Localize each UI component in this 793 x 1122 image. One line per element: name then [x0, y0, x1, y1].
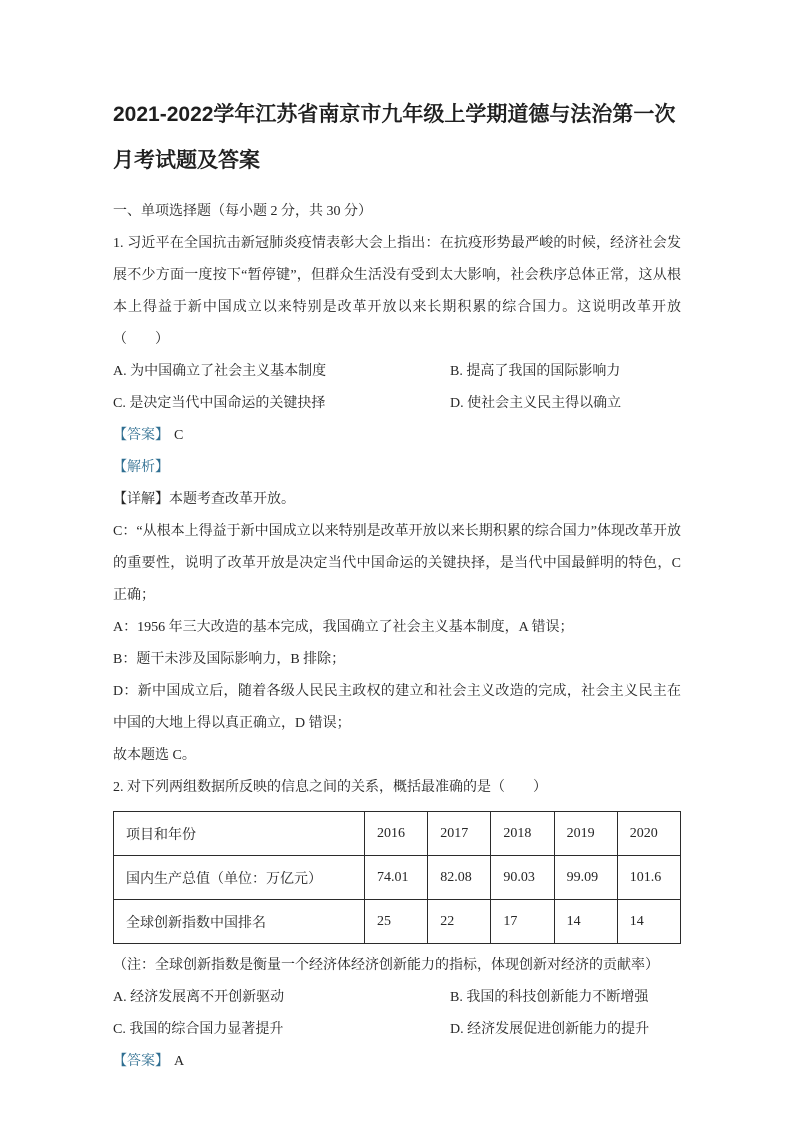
q2-data-table: [113, 811, 681, 944]
table-header-item-year: 项目和年份: [114, 812, 365, 856]
q1-answer-label: 【答案】: [113, 428, 169, 443]
q2-option-a: A. 经济发展离不开创新驱动: [113, 990, 285, 1005]
q1-option-d: D. 使社会主义民主得以确立: [450, 396, 622, 411]
question-1-text: 1. 习近平在全国抗击新冠肺炎疫情表彰大会上指出：在抗疫形势最严峻的时候，经济社会发展不少方面一度按下“暂停键”，但群众生活没有受到太大影响，社会秩序总体正常，这从根本上得益于新中国成立以来特别是改革开放以来长期积累的综合国力。这说明改革开放（ ）: [113, 236, 681, 347]
section-heading: 一、单项选择题（每小题 2 分，共 30 分）: [113, 204, 372, 219]
gdp-2018: 90.03: [491, 856, 554, 900]
table-header-2016: 2016: [365, 812, 428, 856]
q1-detail-line: [113, 484, 681, 516]
question-2-options: [113, 982, 681, 1046]
q1-explanation-a: A：1956 年三大改造的基本完成，我国确立了社会主义基本制度，A 错误；: [113, 620, 574, 635]
table-header-2018: 2018: [491, 812, 554, 856]
document-title: 2021-2022学年江苏省南京市九年级上学期道德与法治第一次月考试题及答案: [113, 103, 676, 172]
table-header-row: [114, 812, 681, 856]
q2-note: （注：全球创新指数是衡量一个经济体经济创新能力的指标，体现创新对经济的贡献率）: [113, 958, 659, 973]
table-row-gdp: [114, 856, 681, 900]
q2-option-b: B. 我国的科技创新能力不断增强: [450, 990, 649, 1005]
q2-option-c: C. 我国的综合国力显著提升: [113, 1022, 284, 1037]
rank-2018: 17: [491, 900, 554, 944]
q2-answer-value: A: [174, 1054, 185, 1069]
gdp-2019: 99.09: [554, 856, 617, 900]
q1-analysis-label: 【解析】: [113, 460, 169, 475]
q1-analysis-line: [113, 452, 681, 484]
q2-answer-line: [113, 1046, 681, 1078]
q1-answer-line: [113, 420, 681, 452]
question-2-text: 2. 对下列两组数据所反映的信息之间的关系，概括最准确的是（ ）: [113, 780, 547, 795]
table-header-2020: 2020: [617, 812, 680, 856]
rank-2016: 25: [365, 900, 428, 944]
rank-2020: 14: [617, 900, 680, 944]
table-header-2019: 2019: [554, 812, 617, 856]
q1-explanation-b: B：题干未涉及国际影响力，B 排除；: [113, 652, 346, 667]
q1-option-a: A. 为中国确立了社会主义基本制度: [113, 364, 327, 379]
gdp-2020: 101.6: [617, 856, 680, 900]
gdp-2016: 74.01: [365, 856, 428, 900]
q1-conclusion: 故本题选 C。: [113, 748, 196, 763]
q2-answer-label: 【答案】: [113, 1054, 169, 1069]
q1-option-b: B. 提高了我国的国际影响力: [450, 364, 621, 379]
gdp-2017: 82.08: [428, 856, 491, 900]
q1-explanation-d: D：新中国成立后，随着各级人民民主政权的建立和社会主义改造的完成，社会主义民主在中国的大地上得以真正确立，D 错误；: [113, 684, 681, 731]
q1-explanation-c: C：“从根本上得益于新中国成立以来特别是改革开放以来长期积累的综合国力”体现改革开放的重要性，说明了改革开放是决定当代中国命运的关键抉择，是当代中国最鲜明的特色，C 正确；: [113, 524, 681, 603]
q1-detail-label: 【详解】: [113, 492, 169, 507]
table-header-2017: 2017: [428, 812, 491, 856]
gdp-row-label: 国内生产总值（单位：万亿元）: [114, 856, 365, 900]
table-row-innovation-rank: [114, 900, 681, 944]
q2-option-d: D. 经济发展促进创新能力的提升: [450, 1022, 650, 1037]
q1-answer-value: C: [174, 428, 184, 443]
question-1-options: [113, 356, 681, 420]
rank-row-label: 全球创新指数中国排名: [114, 900, 365, 944]
rank-2017: 22: [428, 900, 491, 944]
q1-detail-intro: 本题考查改革开放。: [169, 492, 295, 507]
rank-2019: 14: [554, 900, 617, 944]
q1-option-c: C. 是决定当代中国命运的关键抉择: [113, 396, 326, 411]
